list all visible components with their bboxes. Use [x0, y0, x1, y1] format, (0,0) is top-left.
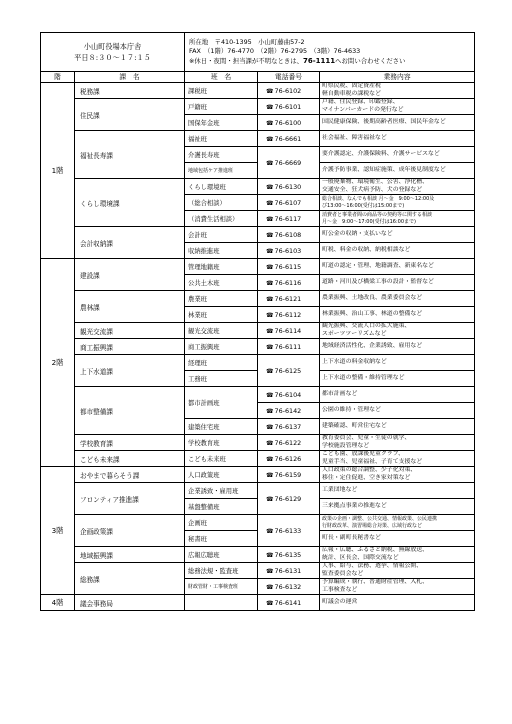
duties-text: 教育委員会、児童・生徒の就学、 学校施設管理など [320, 435, 475, 451]
section-name: （総合相談） [185, 195, 258, 211]
phone-icon: ☎ [266, 407, 274, 415]
phone-icon: ☎ [266, 87, 274, 95]
phone-icon: ☎ [266, 455, 274, 463]
phone-number: 76-6100 [274, 118, 302, 127]
duties-text: 林業振興、治山工事、林道の整備など [320, 307, 475, 323]
duties-text: 消費者と事業者間の商品等の契約等に関する相談 月〜金 9:00〜17:00(受付は16:00まで) [320, 211, 475, 227]
phone-number-cell [258, 131, 320, 147]
phone-icon: ☎ [266, 215, 274, 223]
department-name: フロンティア推進課 [75, 483, 185, 515]
phone-icon: ☎ [266, 279, 274, 287]
department-name: こども未来課 [75, 451, 185, 467]
department-name: 会計収納課 [75, 227, 185, 259]
table-row [41, 227, 475, 243]
phone-number: 76-6116 [274, 278, 302, 287]
section-name: 会計班 [185, 227, 258, 243]
table-row [41, 547, 475, 563]
main-phone-number: 76-1111 [303, 56, 336, 65]
office-name: 小山町役場本庁舎 [83, 42, 142, 51]
phone-number-cell [258, 291, 320, 307]
section-name: 企画班 [185, 515, 258, 531]
phone-number-cell [258, 339, 320, 355]
section-name: 公共土木班 [185, 275, 258, 291]
phone-number: 76-6669 [274, 158, 302, 167]
duties-text: 町県民税、固定資産税 軽自動車税の課税など [320, 83, 475, 99]
phone-number-cell [258, 435, 320, 451]
phone-number: 76-6135 [274, 550, 302, 559]
table-row [41, 451, 475, 467]
section-name: 企業誘致・雇用班 [185, 483, 258, 499]
phone-number-cell [258, 115, 320, 131]
column-header-department: 課 名 [75, 72, 185, 83]
department-name: 都市整備課 [75, 387, 185, 435]
phone-number: 76-6108 [274, 230, 302, 239]
column-header-floor: 階 [41, 72, 75, 83]
directory-table [40, 32, 475, 611]
floor-3-label: 3階 [41, 467, 75, 595]
phone-icon: ☎ [266, 567, 274, 575]
table-row [41, 259, 475, 275]
phone-icon: ☎ [266, 311, 274, 319]
phone-number: 76-6103 [274, 246, 302, 255]
section-name: 林業班 [185, 307, 258, 323]
floor-4-label: 4階 [41, 595, 75, 611]
phone-number: 76-6115 [274, 262, 302, 271]
phone-icon: ☎ [266, 231, 274, 239]
table-row [41, 563, 475, 579]
phone-number: 76-6131 [274, 566, 302, 575]
section-name: 財政管財・工事検査班 [185, 579, 258, 595]
duties-text: 公園の維持・管理など [320, 403, 475, 419]
phone-icon: ☎ [266, 263, 274, 271]
section-name: 農業班 [185, 291, 258, 307]
section-name: 基盤整備班 [185, 499, 258, 515]
phone-number-cell [258, 243, 320, 259]
duties-text: 上下水道の料金収納など [320, 355, 475, 371]
phone-number-cell [258, 259, 320, 275]
section-name: 収納推進班 [185, 243, 258, 259]
section-name: こども未来班 [185, 451, 258, 467]
section-name: 管理地籍班 [185, 259, 258, 275]
section-name: 戸籍班 [185, 99, 258, 115]
column-header-section: 班 名 [185, 72, 258, 83]
section-name: 観光交流班 [185, 323, 258, 339]
duties-text: 町公金の収納・支払いなど [320, 227, 475, 243]
phone-icon: ☎ [266, 583, 274, 591]
phone-number-cell [258, 547, 320, 563]
phone-icon: ☎ [266, 391, 274, 399]
phone-icon: ☎ [266, 327, 274, 335]
phone-number-cell [258, 579, 320, 595]
phone-number: 76-6125 [274, 366, 302, 375]
duties-text: 地域経済活性化、企業誘致、雇用など [320, 339, 475, 355]
phone-icon: ☎ [266, 295, 274, 303]
section-name: 福祉班 [185, 131, 258, 147]
section-name: 人口政策班 [185, 467, 258, 483]
department-name: 商工振興課 [75, 339, 185, 355]
phone-number-cell [258, 227, 320, 243]
table-row [41, 291, 475, 307]
table-row [41, 99, 475, 115]
phone-number: 76-6102 [274, 86, 302, 95]
fax-line: FAX （1階）76-4770 （2階）76-2795 （3階）76-4633 [189, 47, 361, 56]
phone-number: 76-6126 [274, 454, 302, 463]
section-name: 介護長寿班 [185, 147, 258, 163]
phone-number: 76-6141 [274, 598, 302, 607]
section-name: くらし環境班 [185, 179, 258, 195]
phone-number-cell [258, 403, 320, 419]
duties-text: 人事、給与、法務、選挙、情報公開、 監査委員会など [320, 563, 475, 579]
inquiry-note: ※休日・夜間・担当課が不明なときは、76-1111へお問い合わせください [189, 56, 406, 65]
section-name: 秘書班 [185, 531, 258, 547]
table-row [41, 515, 475, 531]
duties-text: 町長・副町長秘書など [320, 531, 475, 547]
phone-icon: ☎ [266, 551, 274, 559]
phone-icon: ☎ [266, 599, 274, 607]
department-name: 福祉長寿課 [75, 131, 185, 179]
phone-number: 76-6107 [274, 198, 302, 207]
phone-number-cell [258, 195, 320, 211]
department-name: 住民課 [75, 99, 185, 131]
duties-text: 予算編成・執行、普通財産管理、入札、 工事検査など [320, 579, 475, 595]
phone-icon: ☎ [266, 247, 274, 255]
phone-number: 76-6121 [274, 294, 302, 303]
duties-text: 人口政策の総合調整、少子化対策、 移住・定住促進、空き家対策など [320, 467, 475, 483]
duties-text: 広報・広聴、ふるさと納税、無線放送、 統計、区長会、国際交流など [320, 547, 475, 563]
table-body [41, 83, 475, 611]
office-hours: 平日８:３０〜１７:１５ [74, 53, 151, 62]
phone-number: 76-6104 [274, 390, 302, 399]
phone-number: 76-6101 [274, 102, 302, 111]
phone-icon: ☎ [266, 199, 274, 207]
phone-icon: ☎ [266, 159, 274, 167]
section-name: 建築住宅班 [185, 419, 258, 435]
duties-text: 一般廃棄物、環境衛生、公害、浄化槽、 交通安全、狂犬病予防、犬の登録など [320, 179, 475, 195]
column-header-phone: 電話番号 [258, 72, 320, 83]
section-name [185, 595, 258, 611]
department-name: 総務課 [75, 563, 185, 595]
department-name: くらし環境課 [75, 179, 185, 227]
table-row [41, 595, 475, 611]
floor-1-label: 1階 [41, 83, 75, 259]
phone-number-cell [258, 83, 320, 99]
department-name: 地域振興課 [75, 547, 185, 563]
section-name: 地域包括ケア推進班 [185, 163, 258, 179]
phone-number: 76-6132 [274, 582, 302, 591]
table-row [41, 467, 475, 483]
phone-number-cell [258, 323, 320, 339]
phone-number-cell [258, 563, 320, 579]
contact-cell [185, 33, 475, 72]
phone-number-cell [258, 451, 320, 467]
phone-number-cell [258, 419, 320, 435]
phone-number: 76-6142 [274, 406, 302, 415]
phone-icon: ☎ [266, 367, 274, 375]
phone-number-cell [258, 467, 320, 483]
phone-icon: ☎ [266, 183, 274, 191]
phone-number: 76-6114 [274, 326, 302, 335]
phone-icon: ☎ [266, 495, 274, 503]
phone-number-cell [258, 211, 320, 227]
phone-icon: ☎ [266, 343, 274, 351]
duties-text: 町税、料金の収納、納税相談など [320, 243, 475, 259]
department-name: おやまで暮らそう課 [75, 467, 185, 483]
phone-number: 76-6137 [274, 422, 302, 431]
table-row [41, 483, 475, 499]
phone-number: 76-6130 [274, 182, 302, 191]
column-header-row [41, 72, 475, 83]
phone-number: 76-6112 [274, 310, 302, 319]
section-name: 学校教育班 [185, 435, 258, 451]
phone-number: 76-6111 [274, 342, 302, 351]
phone-icon: ☎ [266, 423, 274, 431]
column-header-duties: 業務内容 [320, 72, 475, 83]
duties-text: 工業団地など [320, 483, 475, 499]
phone-icon: ☎ [266, 119, 274, 127]
table-row [41, 83, 475, 99]
duties-text: こども園、放課後児童クラブ、 児童手当、児童福祉、子育て支援など [320, 451, 475, 467]
table-row [41, 435, 475, 451]
table-row [41, 387, 475, 403]
section-name: 国保年金班 [185, 115, 258, 131]
phone-number-cell [258, 179, 320, 195]
duties-text: 三来拠点事業の推進など [320, 499, 475, 515]
duties-text: 都市計画など [320, 387, 475, 403]
phone-number-cell [258, 355, 320, 387]
department-name: 上下水道課 [75, 355, 185, 387]
section-name: （消費生活相談） [185, 211, 258, 227]
section-name: 広報広聴班 [185, 547, 258, 563]
phone-icon: ☎ [266, 439, 274, 447]
table-row [41, 179, 475, 195]
section-name: 課税班 [185, 83, 258, 99]
office-cell [41, 33, 185, 72]
duties-text: 国民健康保険、後期高齢者医療、国民年金など [320, 115, 475, 131]
duties-text: 上下水道の整備・維持管理など [320, 371, 475, 387]
phone-icon: ☎ [266, 103, 274, 111]
section-name: 総務法規・監査班 [185, 563, 258, 579]
phone-number-cell [258, 515, 320, 547]
department-name: 建設課 [75, 259, 185, 291]
department-name: 観光交流課 [75, 323, 185, 339]
office-header-row [41, 33, 475, 72]
section-name: 商工振興班 [185, 339, 258, 355]
phone-number: 76-6117 [274, 214, 302, 223]
phone-number-cell [258, 275, 320, 291]
table-row [41, 323, 475, 339]
duties-text: 町道の認定・管理、地籍調査、新東名など [320, 259, 475, 275]
phone-number-cell [258, 387, 320, 403]
duties-text: 農業振興、土地改良、農業委員会など [320, 291, 475, 307]
department-name: 議会事務局 [75, 595, 185, 611]
table-row [41, 339, 475, 355]
section-name: 経理班 [185, 355, 258, 371]
phone-icon: ☎ [266, 471, 274, 479]
phone-number: 76-6159 [274, 470, 302, 479]
duties-text: 政策の企画・調整、公共交通、情報政策、公民連携 行財政改革、演習場総合対策、広域行政など [320, 515, 475, 531]
phone-number-cell [258, 483, 320, 515]
address-line: 所在地 〒410-1395 小山町藤曲57-2 [189, 37, 305, 46]
duties-text: 介護予防事業、認知症施策、成年後見制度など [320, 163, 475, 179]
phone-number: 76-6661 [274, 134, 302, 143]
table-row [41, 131, 475, 147]
phone-number-cell [258, 307, 320, 323]
duties-text: 建築確認、町営住宅など [320, 419, 475, 435]
phone-number: 76-6133 [274, 526, 302, 535]
duties-text: 観光振興、交流人口の拡大施策、 スポーツツーリズムなど [320, 323, 475, 339]
phone-number: 76-6129 [274, 494, 302, 503]
duties-text: 要介護認定、介護保険料、介護サービスなど [320, 147, 475, 163]
department-name: 税務課 [75, 83, 185, 99]
duties-text: 総合相談、なんでも相談 月〜金 9:00〜12:00及 び13:00〜16:00(受付は15:00まで) [320, 195, 475, 211]
phone-number-cell [258, 595, 320, 611]
duties-text: 道路・河川及び橋梁工事の設計・監督など [320, 275, 475, 291]
department-name: 学校教育課 [75, 435, 185, 451]
department-name: 企画政策課 [75, 515, 185, 547]
phone-icon: ☎ [266, 135, 274, 143]
duties-text: 社会福祉、障害福祉など [320, 131, 475, 147]
phone-number: 76-6122 [274, 438, 302, 447]
duties-text: 町議会の運営 [320, 595, 475, 611]
phone-icon: ☎ [266, 527, 274, 535]
phone-number-cell [258, 99, 320, 115]
table-row [41, 355, 475, 371]
section-name: 工務班 [185, 371, 258, 387]
duties-text: 戸籍、住民登録、印鑑登録、 マイナンバーカードの発行など [320, 99, 475, 115]
floor-2-label: 2階 [41, 259, 75, 467]
phone-number-cell [258, 147, 320, 179]
section-name: 都市計画班 [185, 387, 258, 419]
department-name: 農林課 [75, 291, 185, 323]
